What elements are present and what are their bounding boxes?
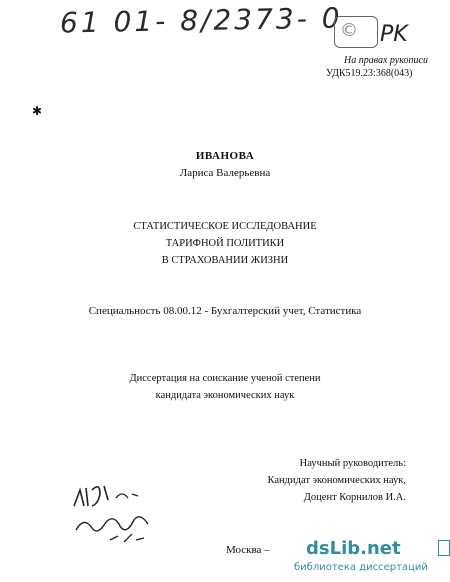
author-name: Лариса Валерьевна [179, 167, 271, 179]
supervisor-line: Кандидат экономических наук, [267, 475, 406, 486]
rights-note: На правах рукописи [344, 55, 428, 66]
watermark-logo: dsLib.net [306, 538, 401, 559]
dissertation-title [0, 218, 450, 269]
degree-line: Диссертация на соискание ученой степени [129, 373, 321, 384]
title-line: В СТРАХОВАНИИ ЖИЗНИ [161, 255, 289, 266]
city-line: Москва – [226, 544, 270, 556]
book-icon [438, 540, 450, 556]
stamp-initials: PK [380, 22, 408, 47]
title-line: ТАРИФНОЙ ПОЛИТИКИ [165, 238, 285, 249]
supervisor-line: Научный руководитель: [299, 458, 406, 469]
watermark-caption: библиотека диссертаций [294, 562, 428, 573]
handwritten-signature [70, 476, 166, 546]
supervisor-block [268, 455, 407, 506]
specialty-line: Специальность 08.00.12 - Бухгалтерский учет, Статистика [88, 305, 362, 317]
udk-code: УДК519.23:368(043) [326, 68, 413, 79]
degree-line: кандидата экономических наук [155, 390, 295, 401]
stamp-symbol: © [340, 20, 358, 41]
title-line: СТАТИСТИЧЕСКОЕ ИССЛЕДОВАНИЕ [133, 221, 317, 232]
margin-mark-icon: ✱ [32, 104, 43, 118]
supervisor-line: Доцент Корнилов И.А. [303, 492, 406, 503]
handwritten-archive-number: 61 01- 8/2373- 0 [59, 1, 343, 40]
author-surname: ИВАНОВА [195, 150, 255, 162]
degree-statement [0, 370, 450, 404]
